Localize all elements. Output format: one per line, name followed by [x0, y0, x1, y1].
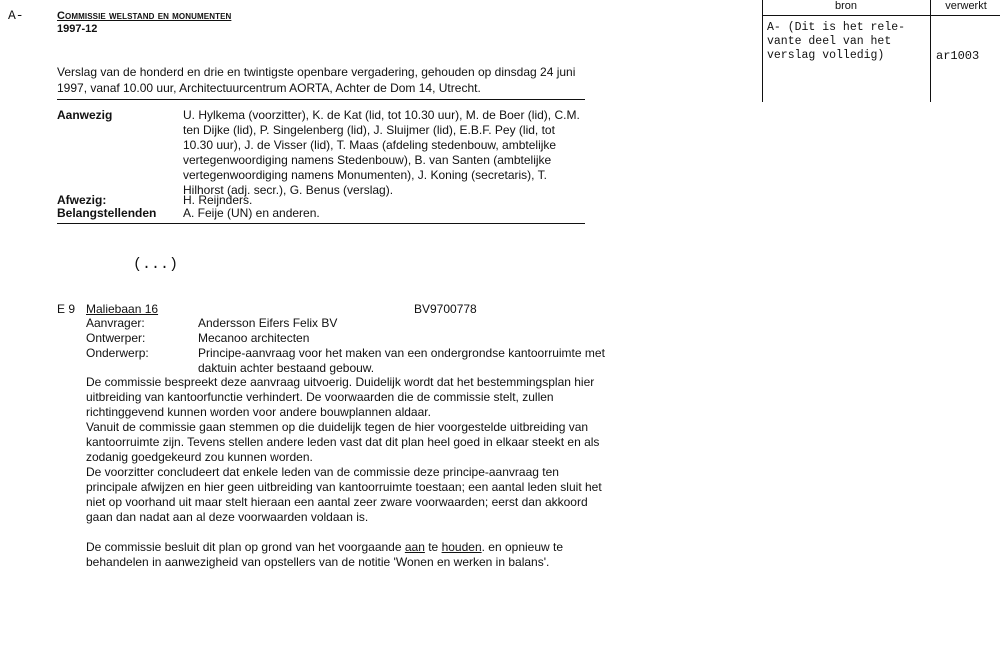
decision-underlined: aan — [404, 540, 425, 554]
decision-text: te — [424, 540, 442, 554]
table-rule — [930, 0, 931, 102]
committee-heading: Commissie welstand en monumenten — [57, 10, 232, 22]
source-note: A- (Dit is het rele- vante deel van het verslag volledig) — [767, 21, 906, 62]
source-column-header: bron — [834, 0, 858, 12]
file-number: BV9700778 — [414, 302, 477, 316]
document-marker: A- — [8, 8, 24, 23]
present-label: Aanwezig — [57, 108, 113, 122]
present-list: U. Hylkema (voorzitter), K. de Kat (lid, tot 10.30 uur), M. de Boer (lid), C.M. ten Dijke (lid), P. Singelenberg (lid), J. Sluijmer (lid), E.B.F. Pey (lid, tot 10.30 uur), J. de Visser (lid), T. Maas (afdeling stedenbouw, ambtelijke vertegenwoordiging namens Stedenbouw), B. van Santen (ambtelijke vertegenwoordiging namens Monumenten), J. Koning (secretaris), T. Hilhorst (adj. secr.), G. Benus (verslag). — [183, 108, 580, 197]
meeting-code: 1997-12 — [57, 23, 98, 35]
applicant-label: Aanvrager: — [86, 316, 145, 330]
absent-label: Afwezig: — [57, 193, 107, 207]
designer-value: Mecanoo architecten — [198, 331, 310, 345]
decision-paragraph — [86, 540, 611, 570]
decision-underlined: houden — [441, 540, 482, 554]
divider — [57, 223, 585, 224]
item-code: E 9 — [57, 302, 76, 316]
paragraph: De commissie bespreekt deze aanvraag uitvoerig. Duidelijk wordt dat het bestemmingsplan hier uitbreiding van kantoorfunctie verhindert. De voorwaarden die de commissie stelt, zullen richtinggevend kunnen worden voor andere bouwplannen aldaar. — [86, 375, 595, 419]
processed-code: ar1003 — [936, 49, 980, 63]
paragraph: Vanuit de commissie gaan stemmen op die duidelijk tegen de hier voorgestelde uitbreiding van kantoorruimte zijn. Tevens stellen andere leden vast dat dit plan heel goed in elkaar steekt en als zodanig goedgekeurd zou kunnen worden. — [86, 420, 600, 464]
paragraph: De voorzitter concludeert dat enkele leden van de commissie deze principe-aanvraag ten principale afwijzen en hier geen uitbreiding van kantoorruimte toestaan; een aantal leden sluit het niet op voorhand uit maar stelt hieraan een aantal zeer zware voorwaarden; eerst dan akkoord gaan dan nadat aan al deze voorwaarden voldaan is. — [86, 465, 602, 524]
divider — [57, 99, 585, 100]
stakeholders-label: Belangstellenden — [57, 206, 157, 220]
applicant-value: Andersson Eifers Felix BV — [198, 316, 338, 330]
processed-column-header: verwerkt — [945, 0, 987, 12]
absent-list: H. Reijnders. — [183, 193, 253, 207]
item-address: Maliebaan 16 — [86, 302, 159, 316]
stakeholders-list: A. Feije (UN) en anderen. — [183, 206, 320, 220]
designer-label: Ontwerper: — [86, 331, 146, 345]
item-discussion — [86, 375, 611, 570]
reference-table — [762, 0, 1000, 102]
meeting-intro: Verslag van de honderd en drie en twintigste openbare vergadering, gehouden op dinsdag 24 juni 1997, vanaf 10.00 uur, Architectuurcentrum AORTA, Achter de Dom 14, Utrecht. — [57, 65, 576, 95]
decision-text: De commissie besluit dit plan op grond van het voorgaande — [86, 540, 405, 554]
subject-label: Onderwerp: — [86, 346, 149, 360]
table-rule — [762, 15, 1000, 16]
table-rule — [762, 0, 763, 102]
decision-text: . en opnieuw te behandelen in aanwezigheid van opstellers van de notitie 'Wonen en werken in balans'. — [86, 540, 564, 569]
subject-value: Principe-aanvraag voor het maken van een ondergrondse kantoorruimte met daktuin achter bestaand gebouw. — [198, 346, 605, 375]
omission-marker: (...) — [133, 256, 179, 273]
